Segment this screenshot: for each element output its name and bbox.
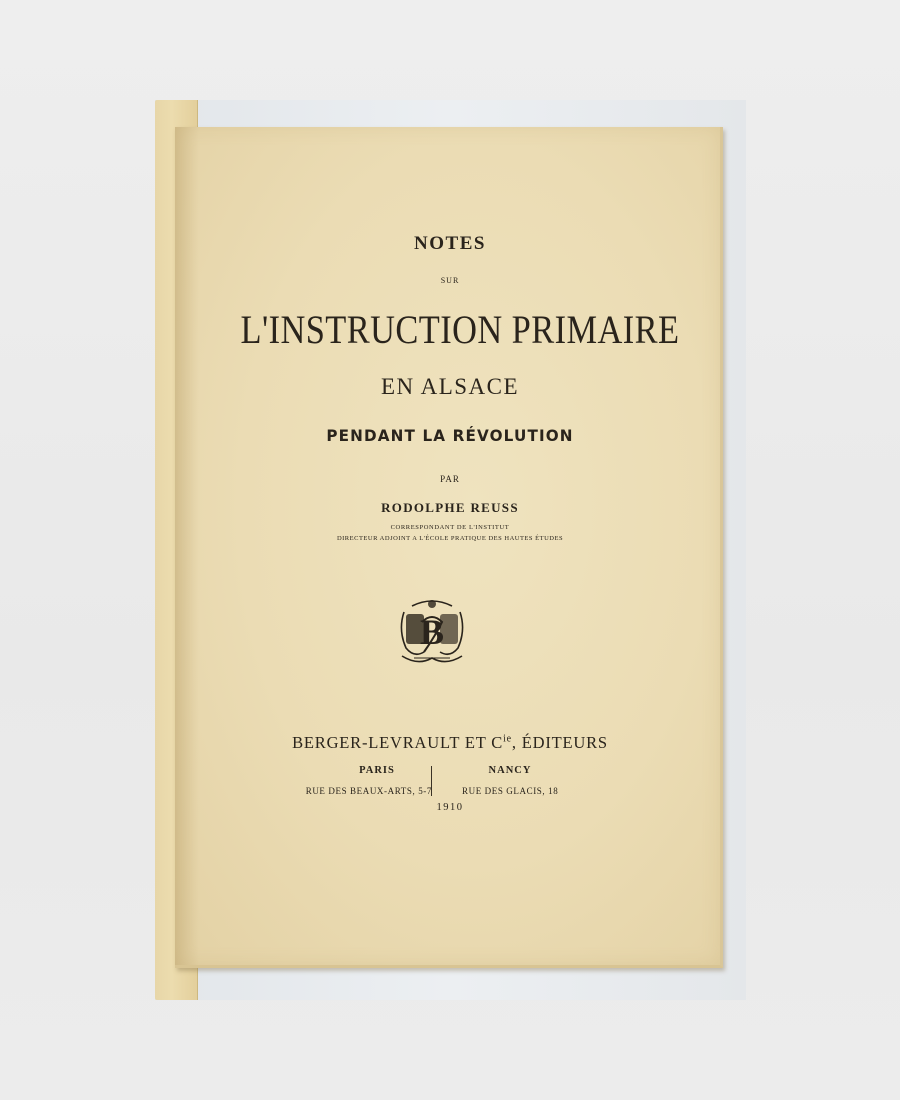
address-nancy: RUE DES GLACIS, 18 <box>462 786 559 796</box>
svg-text:B: B <box>419 612 445 652</box>
main-title: L'INSTRUCTION PRIMAIRE <box>240 307 680 352</box>
address-paris: RUE DES BEAUX-ARTS, 5-7 <box>305 786 432 796</box>
title-par: PAR <box>440 474 460 484</box>
city-paris: PARIS <box>359 765 395 776</box>
publication-year: 1910 <box>436 802 464 813</box>
title-region: EN ALSACE <box>380 374 520 399</box>
author-title-2: DIRECTEUR ADJOINT A L'ÉCOLE PRATIQUE DES HAUTES ÉTUDES <box>336 535 564 542</box>
city-nancy: NANCY <box>488 765 532 776</box>
publisher-name <box>0 733 900 753</box>
publisher-sup: ie <box>503 733 512 745</box>
publisher-prefix: BERGER-LEVRAULT ET C <box>292 733 504 752</box>
title-sur: SUR <box>440 276 460 285</box>
title-notes: NOTES <box>414 233 486 254</box>
publisher-monogram-icon <box>394 592 470 668</box>
publisher-suffix: , ÉDITEURS <box>511 733 608 752</box>
author-name: RODOLPHE REUSS <box>381 500 519 515</box>
title-period: PENDANT LA RÉVOLUTION <box>326 426 574 445</box>
author-title-1: CORRESPONDANT DE L'INSTITUT <box>390 524 510 531</box>
